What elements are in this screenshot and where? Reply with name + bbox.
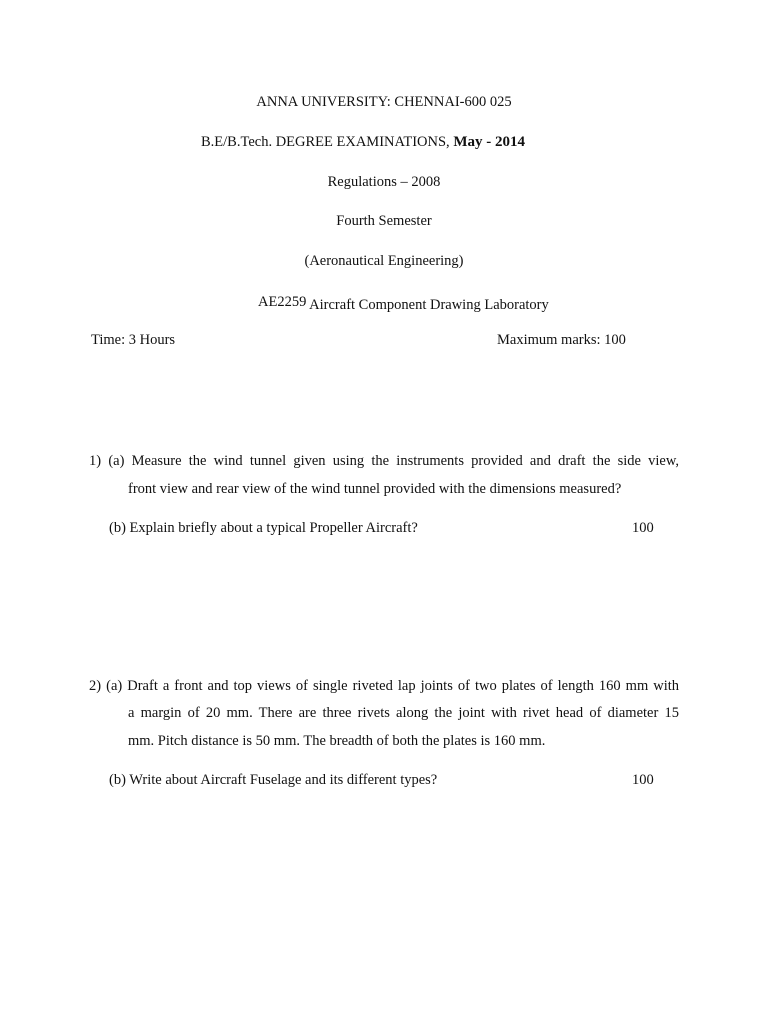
university-name: ANNA UNIVERSITY: CHENNAI-600 025 — [256, 94, 512, 110]
question-2-part-a-line-2: a margin of 20 mm. There are three rivets along the joint with rivet head of diameter 15 — [128, 705, 679, 721]
course-title: Aircraft Component Drawing Laboratory — [309, 297, 549, 313]
question-1-marks: 100 — [632, 520, 654, 536]
question-1-part-a-label: (a) — [108, 453, 125, 469]
course-code: AE2259 — [258, 294, 307, 310]
degree-text: B.E/B.Tech. DEGREE EXAMINATIONS, — [201, 134, 450, 150]
question-1-part-a-line-2: front view and rear view of the wind tunnel provided with the dimensions measured? — [128, 481, 622, 497]
course-line — [258, 294, 549, 314]
exam-duration: Time: 3 Hours — [91, 332, 176, 348]
question-2-part-a-line-1 — [89, 679, 679, 694]
question-2-number: 2) — [89, 678, 102, 694]
question-1-number: 1) — [89, 453, 102, 469]
question-2-marks: 100 — [632, 772, 654, 788]
question-2-part-a-text: Draft a front and top views of single riveted lap joints of two plates of length 160 mm with — [127, 678, 680, 694]
department: (Aeronautical Engineering) — [304, 253, 464, 269]
regulations: Regulations – 2008 — [327, 174, 441, 190]
question-1-part-a-line-1 — [89, 454, 679, 469]
maximum-marks: Maximum marks: 100 — [497, 332, 626, 348]
exam-session: May - 2014 — [453, 134, 525, 150]
question-2-part-b: (b) Write about Aircraft Fuselage and its different types? — [109, 772, 438, 788]
question-2-part-a-label: (a) — [106, 678, 123, 694]
degree-line — [201, 134, 525, 151]
question-2-part-a-line-3: mm. Pitch distance is 50 mm. The breadth of both the plates is 160 mm. — [128, 733, 546, 749]
question-1-part-a-text: Measure the wind tunnel given using the instruments provided and draft the side view, — [131, 453, 680, 469]
semester: Fourth Semester — [336, 213, 432, 229]
question-1-part-b: (b) Explain briefly about a typical Propeller Aircraft? — [109, 520, 418, 536]
